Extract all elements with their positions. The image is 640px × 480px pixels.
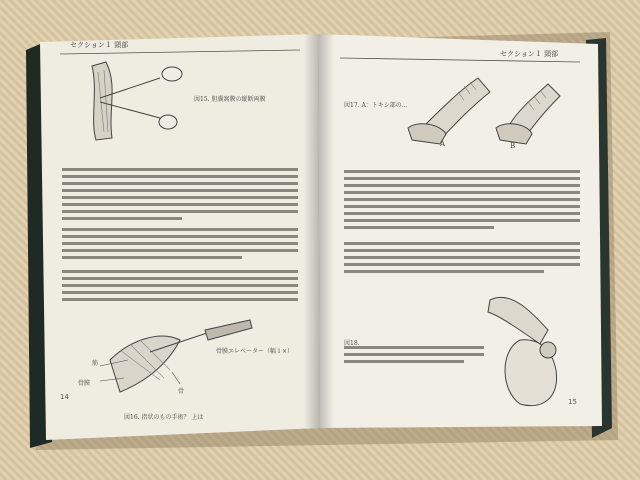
right-figure-caption-top: 図17. A：トキシ部の... [344, 102, 408, 109]
right-caption-lines [344, 346, 484, 363]
label-elevator: 骨膜エレベーター（幅１×） [216, 348, 294, 355]
right-figure-caption-bottom: 図18. [344, 340, 360, 347]
figure-label-a: A [440, 140, 446, 148]
left-figure-caption-top: 図15. 胆囊窩膜の縦断両膜 [194, 96, 266, 103]
label-muscle: 筋 [92, 360, 99, 367]
figure-label-b: B [510, 142, 516, 150]
left-page-header: セクション１ 頸部 [70, 41, 129, 49]
left-figure-caption-bottom: 図16. 指状のもの手術？ 上は [124, 414, 204, 421]
label-periosteum: 骨膜 [78, 380, 91, 387]
right-text-block-1 [344, 170, 580, 229]
right-page-header: セクション１ 頸部 [500, 50, 559, 58]
right-page-number: 15 [568, 398, 577, 406]
label-bone: 骨 [178, 388, 185, 395]
left-page-number: 14 [60, 393, 69, 401]
